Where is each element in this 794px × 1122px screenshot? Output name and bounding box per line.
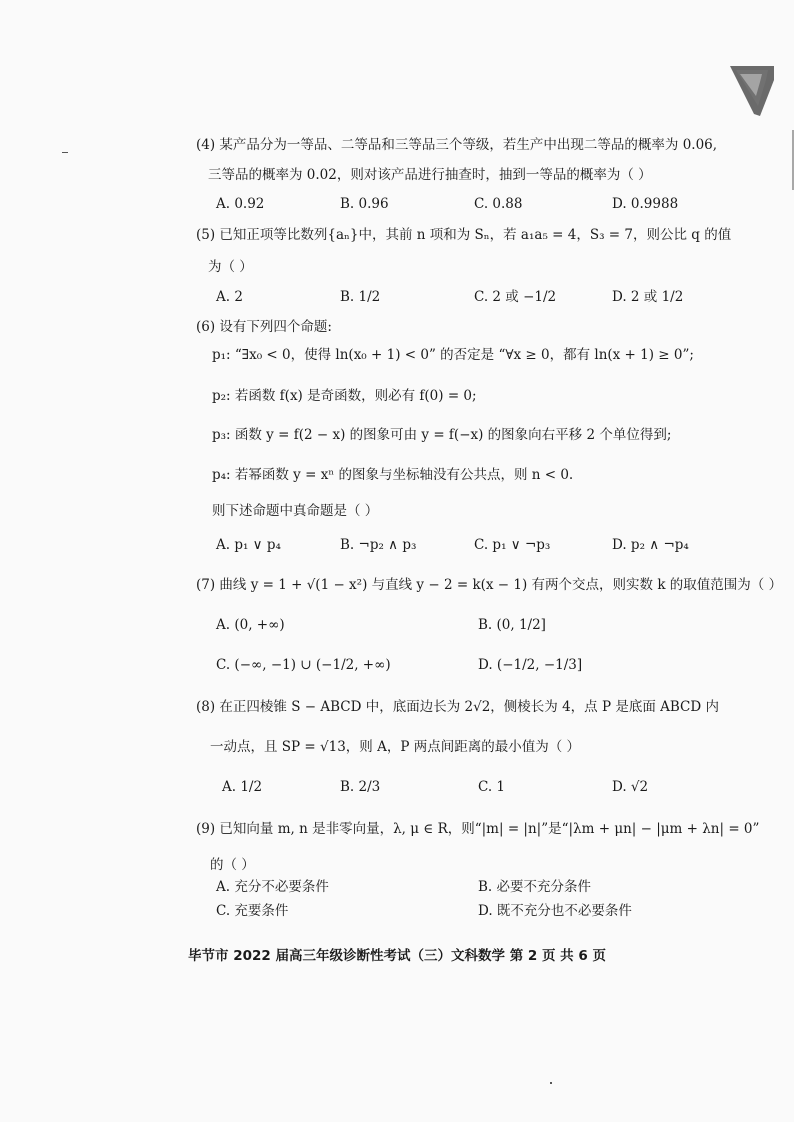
q5-line-1: (5) 已知正项等比数列{aₙ}中，其前 n 项和为 Sₙ，若 a₁a₅ = 4，S₃ = 7，则公比 q 的值: [196, 227, 732, 243]
q4-option-c: C. 0.88: [474, 196, 523, 212]
q5-option-d: D. 2 或 1/2: [612, 289, 684, 305]
q8-line-1: (8) 在正四棱锥 S − ABCD 中，底面边长为 2√2，侧棱长为 4，点 P 是底面 ABCD 内: [196, 699, 719, 715]
q8-option-b: B. 2/3: [340, 779, 381, 795]
q7-line-1: (7) 曲线 y = 1 + √(1 − x²) 与直线 y − 2 = k(x − 1) 有两个交点，则实数 k 的取值范围为（ ）: [196, 577, 783, 593]
q4-option-d: D. 0.9988: [612, 196, 679, 212]
q7-option-b: B. (0, 1/2]: [478, 617, 546, 633]
q8-option-a: A. 1/2: [222, 779, 263, 795]
q6-option-d: D. p₂ ∧ ¬p₄: [612, 537, 689, 553]
corner-stamp-icon: [730, 66, 774, 116]
q4-option-a: A. 0.92: [216, 196, 265, 212]
speck: [550, 1082, 552, 1084]
page-footer: 毕节市 2022 届高三年级诊断性考试（三）文科数学 第 2 页 共 6 页: [188, 948, 606, 964]
margin-mark: [62, 152, 68, 153]
q7-option-d: D. (−1/2, −1/3]: [478, 657, 583, 673]
q6-option-c: C. p₁ ∨ ¬p₃: [474, 537, 551, 553]
q4-line-2: 三等品的概率为 0.02，则对该产品进行抽查时，抽到一等品的概率为（ ）: [208, 167, 652, 183]
q6-question: 则下述命题中真命题是（ ）: [212, 503, 379, 519]
q7-option-a: A. (0, +∞): [216, 617, 285, 633]
q6-p2: p₂: 若函数 f(x) 是奇函数，则必有 f(0) = 0;: [212, 388, 477, 404]
q9-option-c: C. 充要条件: [216, 903, 289, 919]
q5-line-2: 为（ ）: [208, 259, 253, 275]
q8-option-d: D. √2: [612, 779, 649, 795]
q9-option-d: D. 既不充分也不必要条件: [478, 903, 632, 919]
q6-intro: (6) 设有下列四个命题:: [196, 319, 332, 335]
q6-option-a: A. p₁ ∨ p₄: [216, 537, 281, 553]
q9-line-2: 的（ ）: [210, 857, 255, 873]
q4-line-1: (4) 某产品分为一等品、二等品和三等品三个等级，若生产中出现二等品的概率为 0.06,: [196, 137, 718, 153]
q5-option-a: A. 2: [216, 289, 243, 305]
q8-option-c: C. 1: [478, 779, 506, 795]
q6-option-b: B. ¬p₂ ∧ p₃: [340, 537, 417, 553]
q7-option-c: C. (−∞, −1) ∪ (−1/2, +∞): [216, 657, 391, 673]
q5-option-b: B. 1/2: [340, 289, 381, 305]
q4-option-b: B. 0.96: [340, 196, 389, 212]
q9-option-b: B. 必要不充分条件: [478, 879, 592, 895]
q6-p1: p₁: “∃x₀ < 0，使得 ln(x₀ + 1) < 0” 的否定是 “∀x ≥ 0，都有 ln(x + 1) ≥ 0”;: [212, 347, 694, 363]
q9-option-a: A. 充分不必要条件: [216, 879, 329, 895]
q6-p3: p₃: 函数 y = f(2 − x) 的图象可由 y = f(−x) 的图象向右平移 2 个单位得到;: [212, 427, 672, 443]
q9-line-1: (9) 已知向量 m, n 是非零向量，λ, μ ∈ R，则“|m| = |n|”是“|λm + μn| − |μm + λn| = 0”: [196, 821, 760, 837]
q8-line-2: 一动点，且 SP = √13，则 A，P 两点间距离的最小值为（ ）: [210, 739, 581, 755]
q5-option-c: C. 2 或 −1/2: [474, 289, 557, 305]
q6-p4: p₄: 若幂函数 y = xⁿ 的图象与坐标轴没有公共点，则 n < 0.: [212, 467, 574, 483]
